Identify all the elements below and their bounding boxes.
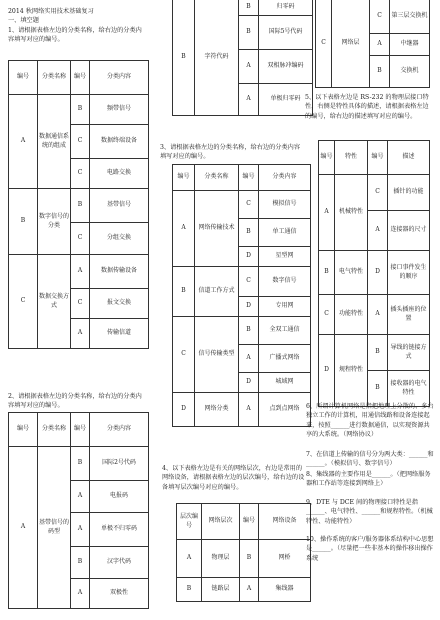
- row-content: 插针的功能: [388, 175, 430, 211]
- q1-header-cell: 分类内容: [90, 61, 149, 95]
- row-code: B: [239, 16, 259, 50]
- row-code: A: [239, 345, 259, 373]
- group-name: 网络层: [332, 0, 370, 88]
- q1-table: [8, 60, 149, 349]
- row-content: 单工通信: [259, 219, 311, 247]
- row-content: 广播式网络: [259, 345, 311, 373]
- row-code: B: [368, 371, 388, 407]
- row-code: A: [368, 211, 388, 251]
- group-id: A: [9, 95, 38, 189]
- fill-item-10: 10、操作系统的客户/服务器体系结构中心思想是______。（尽量把一些非基本的操作移出操作系统: [306, 536, 434, 562]
- q3-header-cell: 编号: [239, 165, 259, 191]
- row-content: 数字信号: [259, 267, 311, 297]
- group-id: C: [316, 0, 332, 88]
- q3-header-cell: 编号: [173, 165, 195, 191]
- group-name: 字符代码: [195, 0, 239, 116]
- row-code: B: [240, 540, 259, 578]
- row-content: 第三层交换机: [390, 0, 430, 34]
- row-code: A: [239, 84, 259, 116]
- row-content: 模拟信号: [259, 191, 311, 219]
- row-code: C: [239, 267, 259, 297]
- row-content: 连接器的尺寸: [388, 211, 430, 251]
- row-code: D: [368, 251, 388, 295]
- row-content: 双极性: [90, 579, 149, 609]
- q1-header-cell: 编号: [71, 61, 90, 95]
- group-name: 数字信号的分类: [38, 189, 71, 255]
- q2-table-continued: [172, 0, 313, 116]
- q2-header-cell: 分类内容: [90, 413, 149, 447]
- group-id: C: [173, 317, 195, 393]
- q2-header-cell: 分类名称: [38, 413, 71, 447]
- row-content: 数据传输设备: [90, 255, 149, 289]
- q1-header-cell: 编号: [9, 61, 38, 95]
- q4-text: 4、以下表格左边是有关的网络层次，右边是常用的网络设备，请根据表格左边的层次编号，给右边的设备填写层次编号对应的编号。: [162, 465, 305, 491]
- row-code: B: [71, 447, 90, 481]
- q4-header-cell: 网络层次: [202, 504, 240, 540]
- row-code: A: [71, 255, 90, 289]
- row-code: A: [370, 34, 390, 56]
- group-name: 网络分类: [195, 393, 239, 427]
- row-content: 双相脉冲编码: [259, 50, 313, 84]
- row-code: D: [239, 297, 259, 317]
- row-code: A: [71, 579, 90, 609]
- group-name: 基带信号的码型: [38, 447, 71, 609]
- row-content: 点到点网络: [259, 393, 311, 427]
- q5-header-cell: 编号: [319, 141, 335, 175]
- q2-header-cell: 编号: [9, 413, 38, 447]
- row-code: C: [368, 175, 388, 211]
- group-name: 规程特性: [335, 335, 368, 407]
- row-content: 汉字代码: [90, 547, 149, 579]
- row-code: C: [239, 191, 259, 219]
- row-content: 基带信号: [90, 189, 149, 223]
- group-id: D: [319, 335, 335, 407]
- group-name: 电气特性: [335, 251, 368, 295]
- q2-table: [8, 412, 149, 609]
- q5-header-cell: 特性: [335, 141, 368, 175]
- row-code: B: [239, 219, 259, 247]
- group-id: A: [173, 191, 195, 267]
- row-content: 分组交换: [90, 223, 149, 255]
- row-content: 归零码: [259, 0, 313, 16]
- row-content: 城域网: [259, 373, 311, 393]
- group-id: C: [319, 295, 335, 335]
- group-id: A: [319, 175, 335, 251]
- group-name: 数据交换方式: [38, 255, 71, 349]
- group-name: 链路层: [202, 578, 240, 602]
- row-code: B: [71, 547, 90, 579]
- fill-item-8: 8、集线器的主要作用是______。（把网络服务器和工作站等连接到网络上）: [306, 471, 431, 488]
- q5-text: 5、以下表格左边是 RS-232 的物理层接口特性，右侧是特性具体的描述，请根据表格左边的编号，给右边的描述填写对应的编号。: [305, 94, 429, 120]
- row-code: C: [71, 159, 90, 189]
- doc-title: 2014 秋网络实用技术基础复习: [8, 8, 94, 15]
- row-code: D: [239, 247, 259, 267]
- row-code: C: [71, 289, 90, 319]
- q5-header-cell: 编号: [368, 141, 388, 175]
- row-content: 接口事件发生的顺序: [388, 251, 430, 295]
- row-content: 集线器: [259, 578, 311, 602]
- group-id: A: [177, 540, 202, 578]
- row-content: 插头插座的位置: [388, 295, 430, 335]
- group-id: B: [9, 189, 38, 255]
- group-id: A: [9, 447, 38, 609]
- row-code: B: [71, 95, 90, 125]
- row-content: 中继器: [390, 34, 430, 56]
- section-heading: 一、填空题: [8, 17, 39, 24]
- row-content: 单极归零码: [259, 84, 313, 116]
- row-content: 网桥: [259, 540, 311, 578]
- row-content: 导线的链接方式: [388, 335, 430, 371]
- q5-header-cell: 描述: [388, 141, 430, 175]
- row-content: 星型网: [259, 247, 311, 267]
- row-code: B: [239, 0, 259, 16]
- q1-header-cell: 分类名称: [38, 61, 71, 95]
- row-code: A: [368, 295, 388, 335]
- row-content: 国际5号代码: [259, 16, 313, 50]
- row-code: A: [239, 393, 259, 427]
- q4-table-continued: [315, 0, 430, 88]
- q3-header-cell: 分类名称: [195, 165, 239, 191]
- group-name: 信号传输类型: [195, 317, 239, 393]
- row-code: A: [71, 513, 90, 547]
- fill-item-9: 9、DTE 与 DCE 间的物理接口特性是指______、电气特性、______和规程特性。（机械特性、功能特性）: [306, 499, 433, 525]
- row-code: A: [71, 481, 90, 513]
- row-code: C: [71, 125, 90, 159]
- row-content: 报文交换: [90, 289, 149, 319]
- group-name: 功能特性: [335, 295, 368, 335]
- row-code: B: [370, 56, 390, 88]
- row-code: B: [71, 189, 90, 223]
- q4-header-cell: 网络设备: [259, 504, 311, 540]
- q4-header-cell: 编号: [240, 504, 259, 540]
- q2-text: 2、请根据表格左边的分类名称，给右边的分类内容填写对应的编号。: [8, 393, 142, 410]
- row-content: 交换机: [390, 56, 430, 88]
- group-id: B: [177, 578, 202, 602]
- row-code: A: [71, 319, 90, 349]
- row-code: A: [240, 578, 259, 602]
- row-code: B: [239, 317, 259, 345]
- q3-table: [172, 164, 311, 427]
- q4-header-cell: 层次编号: [177, 504, 202, 540]
- row-content: 专用网: [259, 297, 311, 317]
- q4-table: [176, 503, 311, 602]
- group-id: B: [173, 0, 195, 116]
- row-content: 传输信道: [90, 319, 149, 349]
- group-id: D: [173, 393, 195, 427]
- row-content: 全双工通信: [259, 317, 311, 345]
- q3-header-cell: 分类内容: [259, 165, 311, 191]
- row-code: D: [239, 373, 259, 393]
- group-id: B: [319, 251, 335, 295]
- row-content: 单极不归零码: [90, 513, 149, 547]
- row-content: 电报码: [90, 481, 149, 513]
- group-name: 网络传输技术: [195, 191, 239, 267]
- row-code: B: [368, 335, 388, 371]
- q5-table: [318, 140, 430, 407]
- group-name: 物理层: [202, 540, 240, 578]
- group-id: B: [173, 267, 195, 317]
- row-content: 频带信号: [90, 95, 149, 125]
- group-name: 信道工作方式: [195, 267, 239, 317]
- group-id: C: [9, 255, 38, 349]
- row-content: 数据终端设备: [90, 125, 149, 159]
- q1-text: 1、请根据表格左边的分类名称，给右边的分类内容填写对应的编号。: [8, 27, 142, 44]
- group-name: 机械特性: [335, 175, 368, 251]
- q3-text: 3、请根据表格左边的分类名称，给右边的分类内容填写对应的编号。: [160, 144, 301, 161]
- group-name: 数据通信系统的组成: [38, 95, 71, 189]
- row-content: 接收器的电气特性: [388, 371, 430, 407]
- row-code: A: [239, 50, 259, 84]
- q2-header-cell: 编号: [71, 413, 90, 447]
- row-code: C: [370, 0, 390, 34]
- fill-item-6: 6、所谓计算机网络是指把地理上分散的、多台独立工作的计算机，用通信线路和设备连接起来，按照______进行数据通信，以实现资源共享的大系统。（网络协议）: [306, 403, 434, 439]
- fill-item-7: 7、在信道上传输的信号分为两大类：______和______。（模拟信号、数字信号）: [306, 451, 434, 468]
- row-content: 电路交换: [90, 159, 149, 189]
- row-content: 国际2号代码: [90, 447, 149, 481]
- row-code: C: [71, 223, 90, 255]
